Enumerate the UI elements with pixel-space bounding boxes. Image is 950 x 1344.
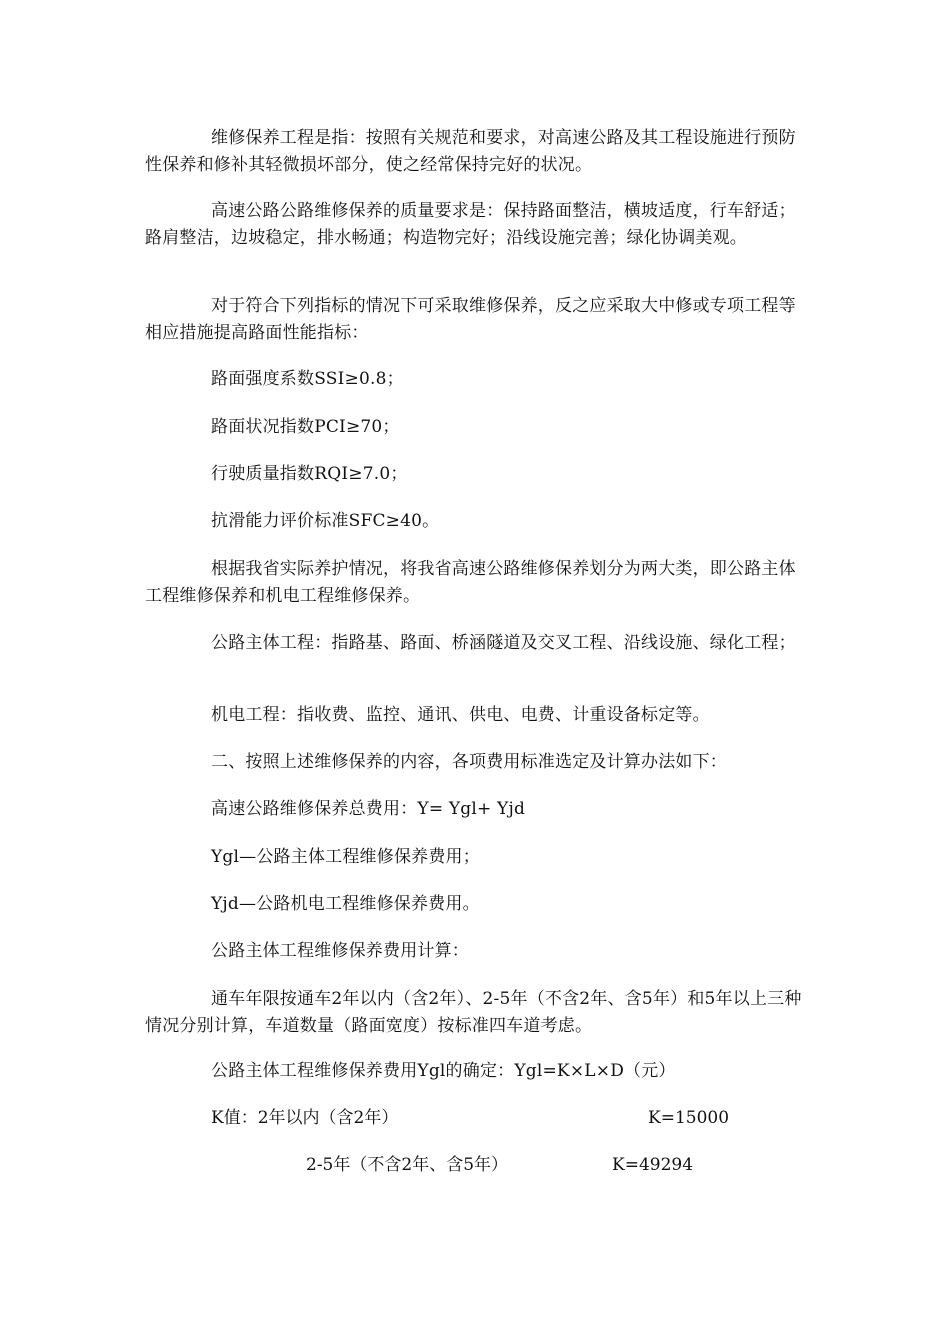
k-value-row2-label: 2-5年（不含2年、含5年） xyxy=(306,1155,509,1175)
k-value-row2-value: K=49294 xyxy=(612,1155,694,1175)
k-value-row1-value: K=15000 xyxy=(648,1108,730,1128)
section-heading-two: 二、按照上述维修保养的内容，各项费用标准选定及计算办法如下： xyxy=(211,752,727,772)
paragraph-definition: 维修保养工程是指：按照有关规范和要求，对高速公路及其工程设施进行预防性保养和修补其轻微损坏部分，使之经常保持完好的状况。 xyxy=(145,128,796,175)
formula-ygl: 公路主体工程维修保养费用Ygl的确定：Ygl=K×L×D（元） xyxy=(211,1061,676,1081)
definition-yjd: Yjd—公路机电工程维修保养费用。 xyxy=(211,894,480,914)
paragraph-main-works: 公路主体工程：指路基、路面、桥涵隧道及交叉工程、沿线设施、绿化工程； xyxy=(211,633,796,653)
definition-ygl: Ygl—公路主体工程维修保养费用； xyxy=(211,847,480,867)
k-value-row1-label: K值：2年以内（含2年） xyxy=(211,1108,399,1128)
paragraph-electromechanical: 机电工程：指收费、监控、通讯、供电、电费、计重设备标定等。 xyxy=(211,705,710,725)
criterion-sfc: 抗滑能力评价标准SFC≥40。 xyxy=(211,511,440,531)
heading-main-cost-calc: 公路主体工程维修保养费用计算： xyxy=(211,941,469,961)
paragraph-classification: 根据我省实际养护情况，将我省高速公路维修保养划分为两大类，即公路主体工程维修保养和机电工程维修保养。 xyxy=(145,559,796,606)
paragraph-criteria-intro: 对于符合下列指标的情况下可采取维修保养，反之应采取大中修或专项工程等相应措施提高路面性能指标： xyxy=(145,296,796,343)
criterion-pci: 路面状况指数PCI≥70； xyxy=(211,417,400,437)
paragraph-years-lanes: 通车年限按通车2年以内（含2年）、2-5年（不含2年、含5年）和5年以上三种情况分别计算，车道数量（路面宽度）按标准四车道考虑。 xyxy=(145,989,802,1036)
formula-total-cost: 高速公路维修保养总费用：Y= Ygl+ Yjd xyxy=(211,799,526,819)
paragraph-quality-requirements: 高速公路公路维修保养的质量要求是：保持路面整洁，横坡适度，行车舒适；路肩整洁，边坡稳定，排水畅通；构造物完好；沿线设施完善；绿化协调美观。 xyxy=(145,201,796,248)
criterion-rqi: 行驶质量指数RQI≥7.0； xyxy=(211,464,408,484)
criterion-ssi: 路面强度系数SSI≥0.8； xyxy=(211,369,404,389)
